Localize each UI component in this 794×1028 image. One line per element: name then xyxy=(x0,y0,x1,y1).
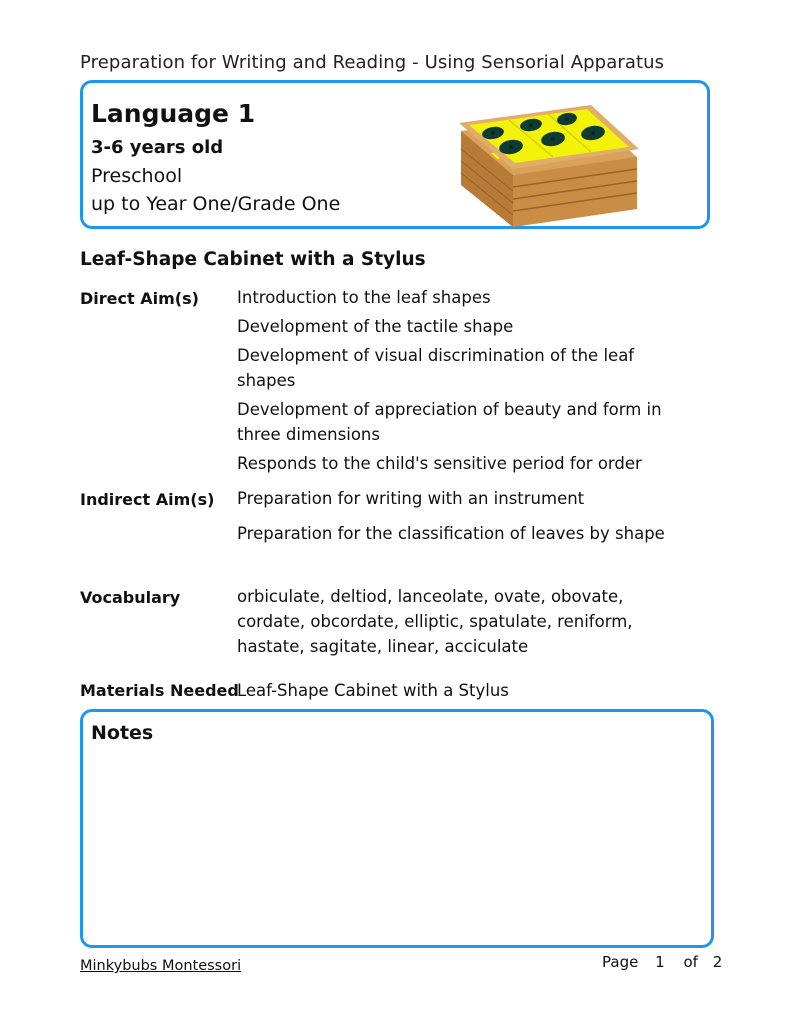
document-subtitle: Preparation for Writing and Reading - Using Sensorial Apparatus xyxy=(80,52,665,73)
page-total: 2 xyxy=(712,953,723,971)
footer-brand: Minkybubs Montessori xyxy=(80,958,242,974)
lesson-header-card xyxy=(80,80,710,229)
indirect-aims-label: Indirect Aim(s) xyxy=(80,490,215,509)
material-title: Leaf-Shape Cabinet with a Stylus xyxy=(80,249,426,270)
direct-aims-label: Direct Aim(s) xyxy=(80,289,199,308)
materials-text: Leaf-Shape Cabinet with a Stylus xyxy=(237,681,509,700)
vocabulary-label: Vocabulary xyxy=(80,588,181,607)
lesson-title: Language 1 xyxy=(91,99,256,128)
page-label: Page xyxy=(602,953,639,971)
direct-aim-item: Development of the tactile shape xyxy=(237,317,514,336)
page-of: of xyxy=(683,953,698,971)
level-line-2: up to Year One/Grade One xyxy=(91,193,341,215)
notes-title: Notes xyxy=(91,722,154,744)
page-indicator xyxy=(602,953,722,971)
direct-aim-item: Responds to the child's sensitive period for order xyxy=(237,454,642,473)
level-line-1: Preschool xyxy=(91,165,183,187)
leaf-shape-cabinet-image xyxy=(451,91,641,229)
page-current: 1 xyxy=(655,953,665,971)
vocabulary-text: orbiculate, deltiod, lanceolate, ovate, obovate, cordate, obcordate, elliptic, spatulate, reniform, hastate, sagitate, linear, acciculate xyxy=(237,587,633,656)
indirect-aim-item: Preparation for the classification of leaves by shape xyxy=(237,524,665,543)
age-range: 3-6 years old xyxy=(91,137,224,158)
direct-aim-item: Development of visual discrimination of the leaf shapes xyxy=(237,346,635,390)
materials-label: Materials Needed xyxy=(80,681,239,700)
indirect-aim-item: Preparation for writing with an instrument xyxy=(237,489,585,508)
direct-aim-item: Development of appreciation of beauty and form in three dimensions xyxy=(237,400,662,444)
notes-box[interactable] xyxy=(80,709,714,948)
direct-aim-item: Introduction to the leaf shapes xyxy=(237,288,491,307)
